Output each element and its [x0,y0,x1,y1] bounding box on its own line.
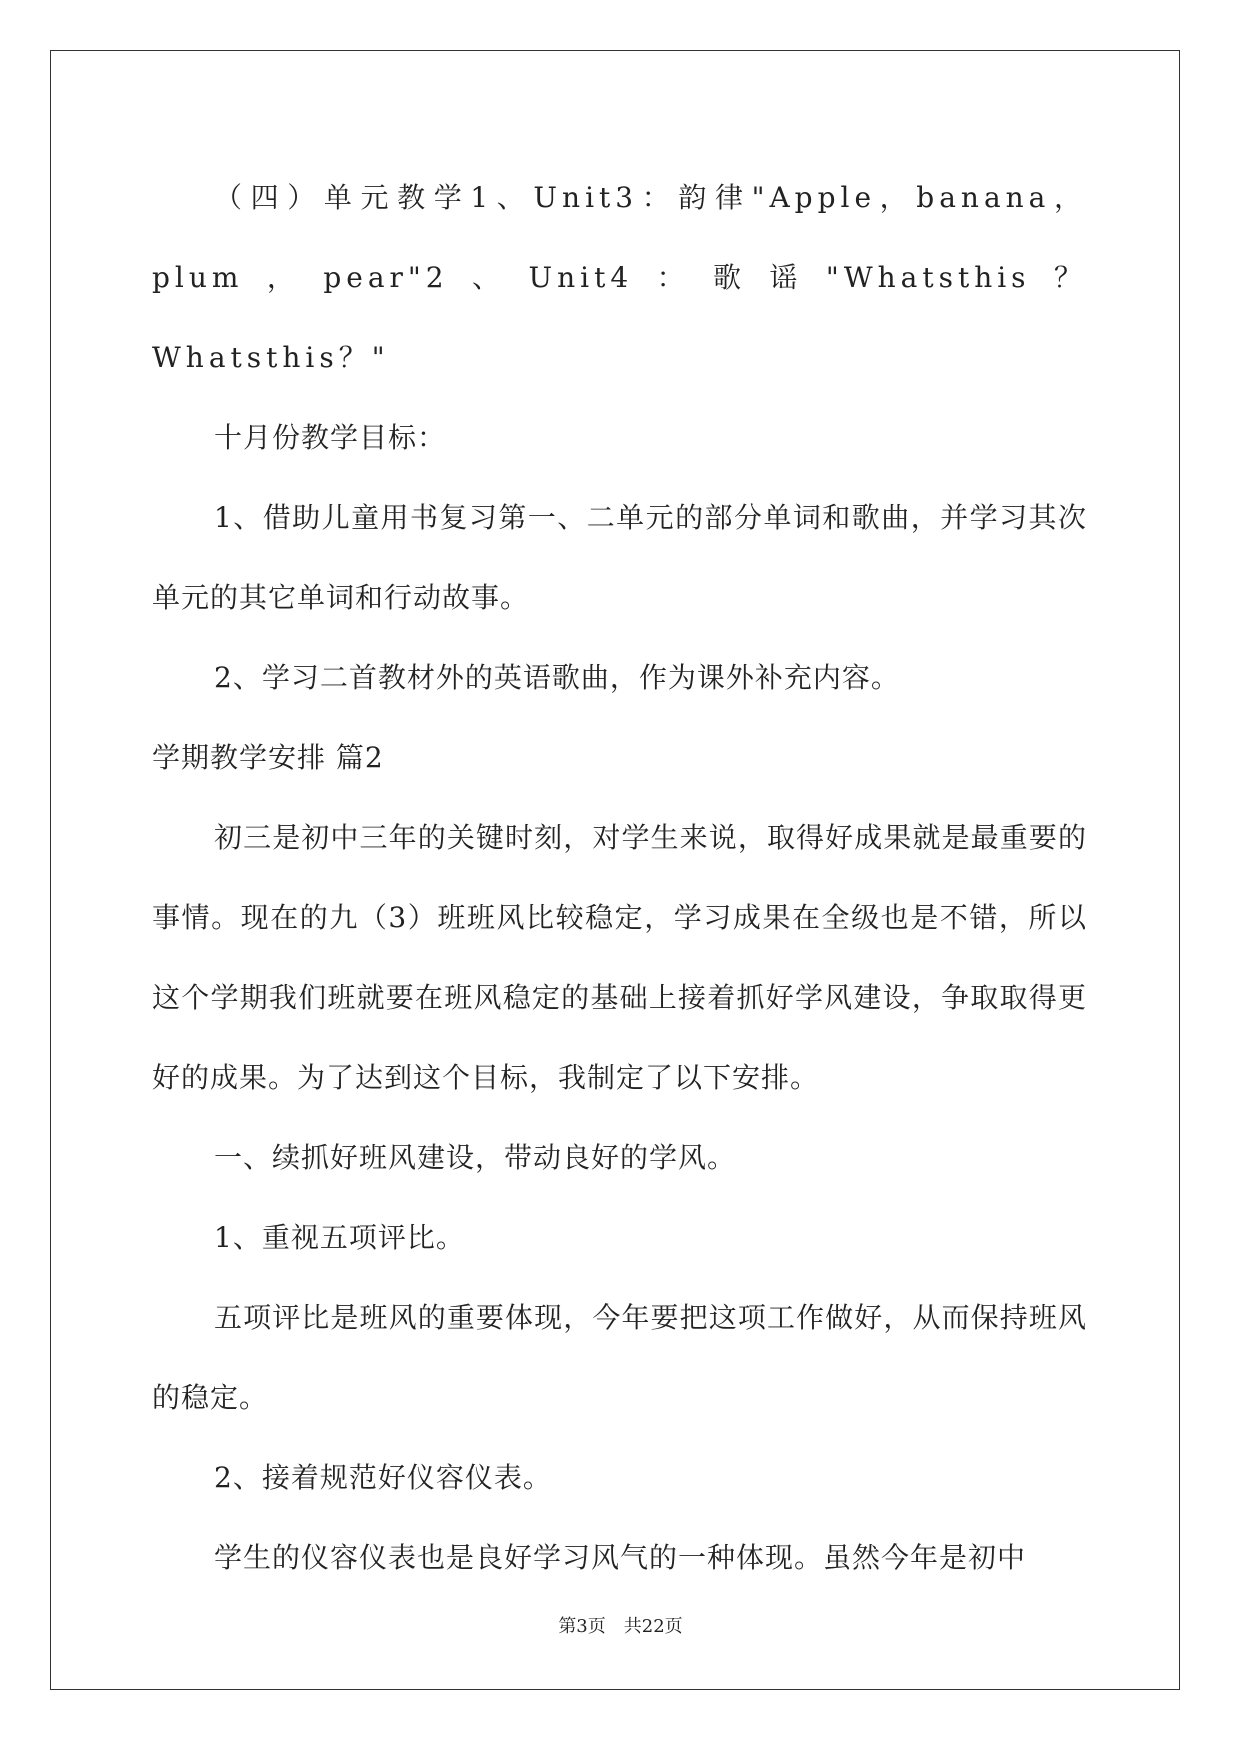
paragraph-subpoint-2-detail: 学生的仪容仪表也是良好学习风气的一种体现。虽然今年是初中 [214,1541,1027,1574]
paragraph-goal-2: 2、学习二首教材外的英语歌曲，作为课外补充内容。 [214,661,900,694]
paragraph-subpoint-1-detail: 五项评比是班风的重要体现，今年要把这项工作做好，从而保持班风的稳定。 [152,1301,1087,1414]
page-number: 第3页 [558,1616,606,1637]
paragraph-goal-1: 1、借助儿童用书复习第一、二单元的部分单词和歌曲，并学习其次单元的其它单词和行动故事。 [152,501,1087,614]
paragraph-october-goals-heading: 十月份教学目标： [214,421,447,454]
page-total: 共22页 [623,1616,683,1637]
paragraph-intro: 初三是初中三年的关键时刻，对学生来说，取得好成果就是最重要的事情。现在的九（3）班班风比较稳定，学习成果在全级也是不错，所以这个学期我们班就要在班风稳定的基础上接着抓好学风建设，争取取得更好的成果。为了达到这个目标，我制定了以下安排。 [152,821,1087,1094]
page-footer [0,1612,1241,1638]
section-heading: 学期教学安排 篇2 [152,741,384,774]
document-body [152,158,1087,1598]
paragraph-point-1: 一、续抓好班风建设，带动良好的学风。 [214,1141,737,1174]
paragraph-unit-teaching: （四）单元教学1、Unit3：韵律"Apple，banana，plum，pear"2、Unit4：歌谣"Whatsthis？Whatsthis？" [152,181,1087,374]
paragraph-subpoint-1: 1、重视五项评比。 [214,1221,465,1254]
paragraph-subpoint-2: 2、接着规范好仪容仪表。 [214,1461,552,1494]
